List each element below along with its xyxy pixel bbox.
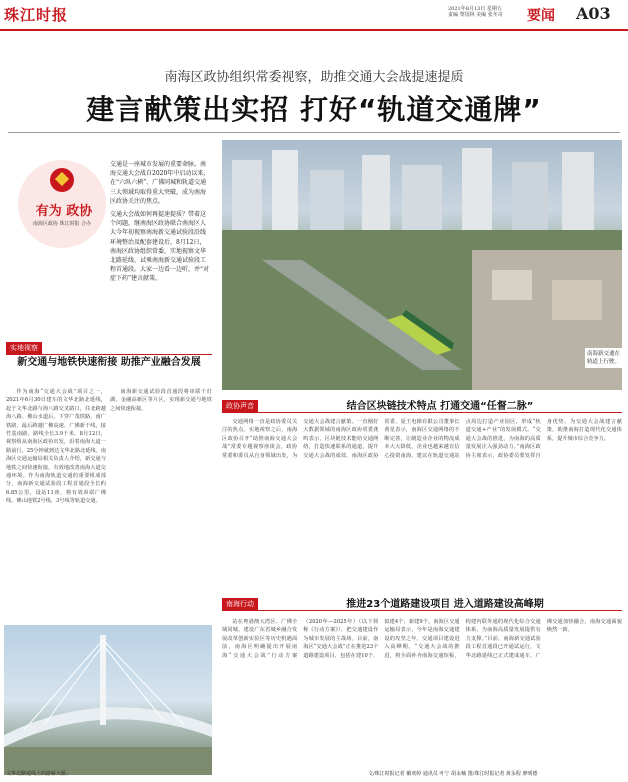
section1-subtitle: 新交通与地铁快速衔接 助推产业融合发展	[17, 357, 201, 368]
section-name: 要闻	[527, 8, 555, 24]
train-photo-illustration	[222, 140, 622, 390]
intro-p2: 交通大会战如何再提速提质？带着这个问题，继南海区政协联合南海区人大今年初视察南海新交通试验段沿线环境整治及配套建设后，8月12日，南海区政协组织常委，实地视察文华北路延线、试乘南海新交通试验段工程首通段。大家一边看一边听，并“对症下药”建言献策。	[110, 211, 210, 283]
section1-text-col1: 作为南海“交通大会战”项目之一，2021年6月30日建车的文华北路北延线，起于文华北路与海八路交叉路口，往北跨越海八路、佛山水道后，下穿广茂铁路、南广铁路，最后跨越广佛高速、广佛新干线，接竹基南路，路线全长3.9千米。8月12日，视察组从南海区政协出发，沿着南海大道一路前行，25分钟就到达文华北路北延线。南海区交通运输局相关负责人介绍，新交通与地铁之间快速衔接，有效地改善南海大道交通环境。作为南海轨道交通的重要组成部分，南海新交通试验段工程首通段全长约6.85公里，设站11座，将有效串联广佛线、佛山地铁2号线、3号线等轨道交通。	[6, 389, 106, 505]
bridge-photo	[4, 625, 212, 775]
section1-text-col2: 南海新交通试验段首通段将串联千灯湖、金融高新区等片区，实现新交通与地铁之间快速衔接。	[110, 389, 212, 412]
logo-subtitle: 南海区政协 珠江时报 合办	[32, 221, 92, 227]
footer-credits: 文/珠江时报记者 戴欢婷 通讯员 叶宁 胡永楠 图/珠江时报记者 黄永程 廖明德	[368, 771, 538, 777]
train-photo	[222, 140, 622, 390]
intro-p1: 交通是一座城市发展的重要命脉。南海交通大会战自2020年中启动以来，在“六纵六横”、广佛同城和轨道交通三大领域均取得重大突破，成为南海区政协关注的焦点。	[110, 161, 210, 205]
section-rule	[6, 354, 212, 355]
emblem-icon	[50, 168, 74, 192]
bridge-photo-caption: 文华北路延线上的游桥大桥。	[6, 771, 72, 777]
section3-subtitle: 推进23个道路建设项目 进入道路建设高峰期	[346, 599, 544, 610]
column-logo	[18, 160, 106, 248]
section3-text: 站在粤港澳大湾区、广佛全域同城、建设广东省城乡融合发展改革创新实验区等历史机遇面前，南海区明确提出开展南海“交通大会战”行动方案（2020年—2025年）（以下简称《行动方案》），把交通建设作为城市发展的主战场。目前，南海区“交通大会战”正在推进23个道路建设项目，包括在建10个、拟建4个、新建9个。南海区交通运输局表示，今年是南海交通建设的攻坚之年，交通项目建设进入高峰期。“交通大会战的推进，将全面补齐南海交通短板，构建内联外通的现代化综合交通体系，为南海高质量发展提供有力支撑。”目前，南海新交通试验段工程首通段已开通试运行，文华北路延线已正式建成通车，广佛交通加快融合，南海交通面貌焕然一新。	[222, 619, 622, 659]
headline-kicker: 南海区政协组织常委视察，助推交通大会战提速提质	[164, 70, 464, 85]
section-label-voice: 政协声音	[222, 400, 258, 412]
bridge-photo-illustration	[4, 625, 212, 775]
logo-title: 有为 政协	[35, 204, 93, 219]
date-line: 2021年8月13日 星期五 责编 黎国林 美编 张冬奇	[448, 6, 503, 18]
section-label-inspection: 实地视察	[6, 342, 42, 354]
headline-rule	[8, 132, 620, 133]
section-label-action: 南海行动	[222, 598, 258, 610]
masthead-rule	[0, 29, 628, 31]
page-number: A03	[576, 4, 611, 23]
masthead	[0, 0, 628, 30]
section2-text: 交通网络一直是政协委员关注的焦点。实地视察之后，南海区政协召开“助推南海交通大会战”常委专题视察座谈会，政协常委和委员从自身领域出发，为交通大会战建言献策。一直刚好大数据领域的南海区政协常委龚鸣表示，区块链技术能给交通网络，打造快速联系的通道，提升交通大会战的成效。南海区政协常委、夏王电梯有限公司董事长黄星表示，南海区交通网络的不断完善，让制造业企业的物流成本大大降低，企业也越来越有信心投资南海。建议在轨道交通站点周边打造产业园区，形成“轨道交通+产业”的发展模式。“交通大会战的推进，为南海的高质量发展注入强劲动力。”南海区政协主席表示，政协委员要发挥自身优势，为交通大会战建言献策，助推南海打造现代化交通体系，提升城市综合竞争力。	[222, 419, 622, 459]
headline-title: 建言献策出实招 打好“轨道交通牌”	[86, 93, 542, 126]
footer	[0, 768, 628, 782]
train-photo-caption: 南海新交通在轨道上行驶。	[585, 348, 625, 368]
section2-subtitle: 结合区块链技术特点 打通交通“任督二脉”	[346, 401, 534, 412]
paper-name: 珠江时报	[4, 6, 69, 24]
